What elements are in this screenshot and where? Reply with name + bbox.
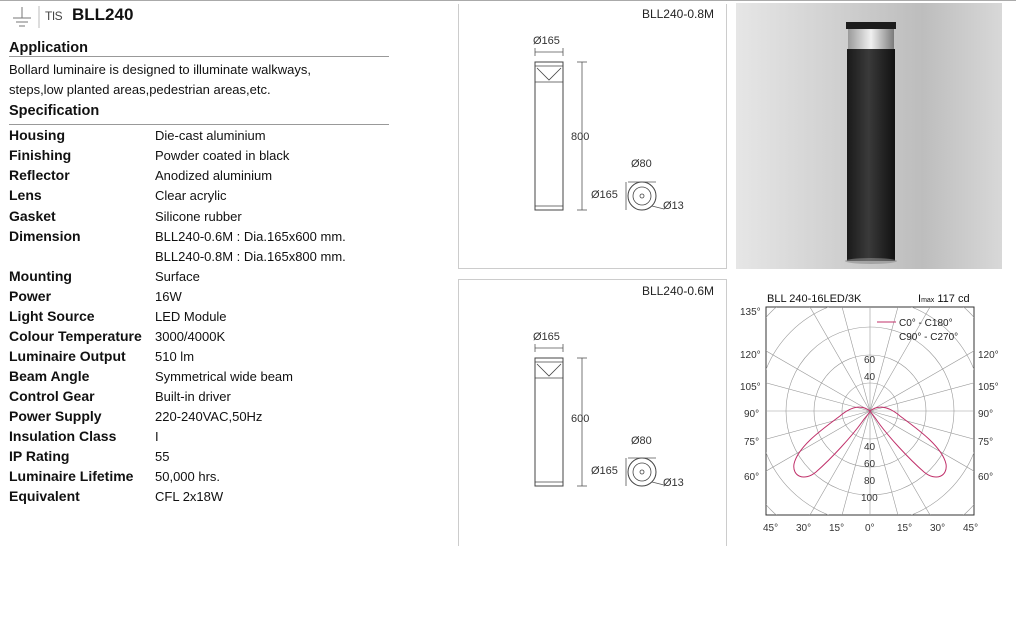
radial-label: 60 bbox=[864, 355, 876, 366]
angle-label: 105° bbox=[740, 382, 761, 393]
angle-label: 15° bbox=[897, 523, 913, 534]
specification-heading: Specification bbox=[9, 103, 100, 119]
spec-value: 55 bbox=[155, 449, 170, 464]
spec-value: BLL240-0.6M : Dia.165x600 mm. bbox=[155, 229, 346, 244]
logo-text: TIS bbox=[45, 9, 63, 23]
top-rule bbox=[0, 0, 1016, 1]
angle-label: 60° bbox=[744, 472, 760, 483]
photometric-title: BLL 240-16LED/3K bbox=[767, 293, 862, 305]
angle-label: 45° bbox=[963, 523, 979, 534]
bollard-image bbox=[736, 3, 1002, 269]
dim-height-label: 600 bbox=[571, 413, 590, 425]
dim-top-label: Ø165 bbox=[533, 35, 560, 47]
spec-label: Colour Temperature bbox=[9, 328, 142, 344]
imax-prefix: I bbox=[918, 293, 922, 305]
spec-value: Powder coated in black bbox=[155, 148, 290, 163]
spec-label: Power bbox=[9, 288, 52, 304]
spec-label: Light Source bbox=[9, 308, 95, 324]
angle-label: 0° bbox=[865, 523, 875, 534]
model-label: BLL240-0.6M bbox=[641, 284, 714, 298]
spec-value: Surface bbox=[155, 269, 200, 284]
angle-label: 105° bbox=[978, 382, 999, 393]
application-heading: Application bbox=[9, 40, 88, 56]
spec-value: 16W bbox=[155, 289, 182, 304]
spec-label: Power Supply bbox=[9, 408, 102, 424]
spec-value: Clear acrylic bbox=[155, 188, 227, 203]
spec-label: Insulation Class bbox=[9, 428, 117, 444]
radial-label: 80 bbox=[864, 476, 876, 487]
angle-label: 30° bbox=[930, 523, 946, 534]
angle-label: 135° bbox=[740, 307, 761, 318]
spec-value: Built-in driver bbox=[155, 389, 231, 404]
imax-sub: max bbox=[921, 297, 935, 304]
spec-label: Housing bbox=[9, 127, 65, 143]
spec-label: IP Rating bbox=[9, 448, 70, 464]
dim-hole-label: Ø13 bbox=[663, 477, 684, 489]
spec-value: I bbox=[155, 429, 159, 444]
spec-label: Finishing bbox=[9, 147, 72, 163]
spec-value: Anodized aluminium bbox=[155, 168, 273, 183]
spec-label: Beam Angle bbox=[9, 368, 90, 384]
radial-label: 40 bbox=[864, 442, 876, 453]
angle-label: 90° bbox=[744, 409, 760, 420]
application-rule bbox=[9, 56, 389, 57]
spec-value: Symmetrical wide beam bbox=[155, 369, 293, 384]
spec-value: 3000/4000K bbox=[155, 329, 226, 344]
angle-label: 75° bbox=[744, 437, 760, 448]
radial-label: 40 bbox=[864, 372, 876, 383]
dim-inner-label: Ø80 bbox=[631, 435, 652, 447]
spec-label: Equivalent bbox=[9, 488, 80, 504]
application-text bbox=[9, 60, 311, 100]
angle-label: 15° bbox=[829, 523, 845, 534]
product-photo bbox=[736, 3, 1002, 269]
legend-c90: C90° - C270° bbox=[899, 332, 959, 343]
specification-rule bbox=[9, 124, 389, 125]
spec-value-secondary: BLL240-0.8M : Dia.165x800 mm. bbox=[155, 249, 346, 264]
dim-height-label: 800 bbox=[571, 131, 590, 143]
application-line-1: Bollard luminaire is designed to illuminate walkways, bbox=[9, 62, 312, 77]
spec-label: Luminaire Output bbox=[9, 348, 126, 364]
spec-label: Reflector bbox=[9, 167, 70, 183]
page-title: BLL240 bbox=[72, 5, 134, 24]
angle-label: 90° bbox=[978, 409, 994, 420]
drawing-panel-08m bbox=[458, 4, 727, 269]
polar-diagram bbox=[736, 286, 1004, 538]
spec-label: Control Gear bbox=[9, 388, 95, 404]
drawing-panel-06m bbox=[458, 279, 727, 546]
legend-c0: C0° - C180° bbox=[899, 318, 953, 329]
spec-label: Gasket bbox=[9, 208, 56, 224]
model-label: BLL240-0.8M bbox=[641, 7, 714, 21]
angle-label: 120° bbox=[740, 350, 761, 361]
dim-inner-label: Ø80 bbox=[631, 158, 652, 170]
imax-value: 117 cd bbox=[937, 293, 970, 305]
spec-label: Dimension bbox=[9, 228, 81, 244]
spec-value: 510 lm bbox=[155, 349, 195, 364]
spec-label: Luminaire Lifetime bbox=[9, 468, 134, 484]
photometric-chart bbox=[736, 286, 1004, 538]
brand-logo bbox=[8, 4, 68, 30]
dim-side-label: Ø165 bbox=[591, 189, 618, 201]
angle-label: 30° bbox=[796, 523, 812, 534]
angle-label: 45° bbox=[763, 523, 779, 534]
application-line-2: steps,low planted areas,pedestrian areas,etc. bbox=[9, 82, 271, 97]
angle-label: 120° bbox=[978, 350, 999, 361]
dim-top-label: Ø165 bbox=[533, 331, 560, 343]
dim-side-label: Ø165 bbox=[591, 465, 618, 477]
angle-label: 60° bbox=[978, 472, 994, 483]
spec-value: 220-240VAC,50Hz bbox=[155, 409, 263, 424]
spec-value: 50,000 hrs. bbox=[155, 469, 221, 484]
spec-label: Mounting bbox=[9, 268, 72, 284]
angle-label: 75° bbox=[978, 437, 994, 448]
dimension-drawing-06m bbox=[459, 280, 726, 546]
spec-value: Die-cast aluminium bbox=[155, 128, 266, 143]
spec-label: Lens bbox=[9, 187, 42, 203]
spec-value: Silicone rubber bbox=[155, 209, 242, 224]
radial-label: 60 bbox=[864, 459, 876, 470]
dimension-drawing-08m bbox=[459, 4, 726, 268]
spec-value: LED Module bbox=[155, 309, 227, 324]
spec-value: CFL 2x18W bbox=[155, 489, 224, 504]
radial-label: 100 bbox=[861, 493, 878, 504]
dim-hole-label: Ø13 bbox=[663, 200, 684, 212]
